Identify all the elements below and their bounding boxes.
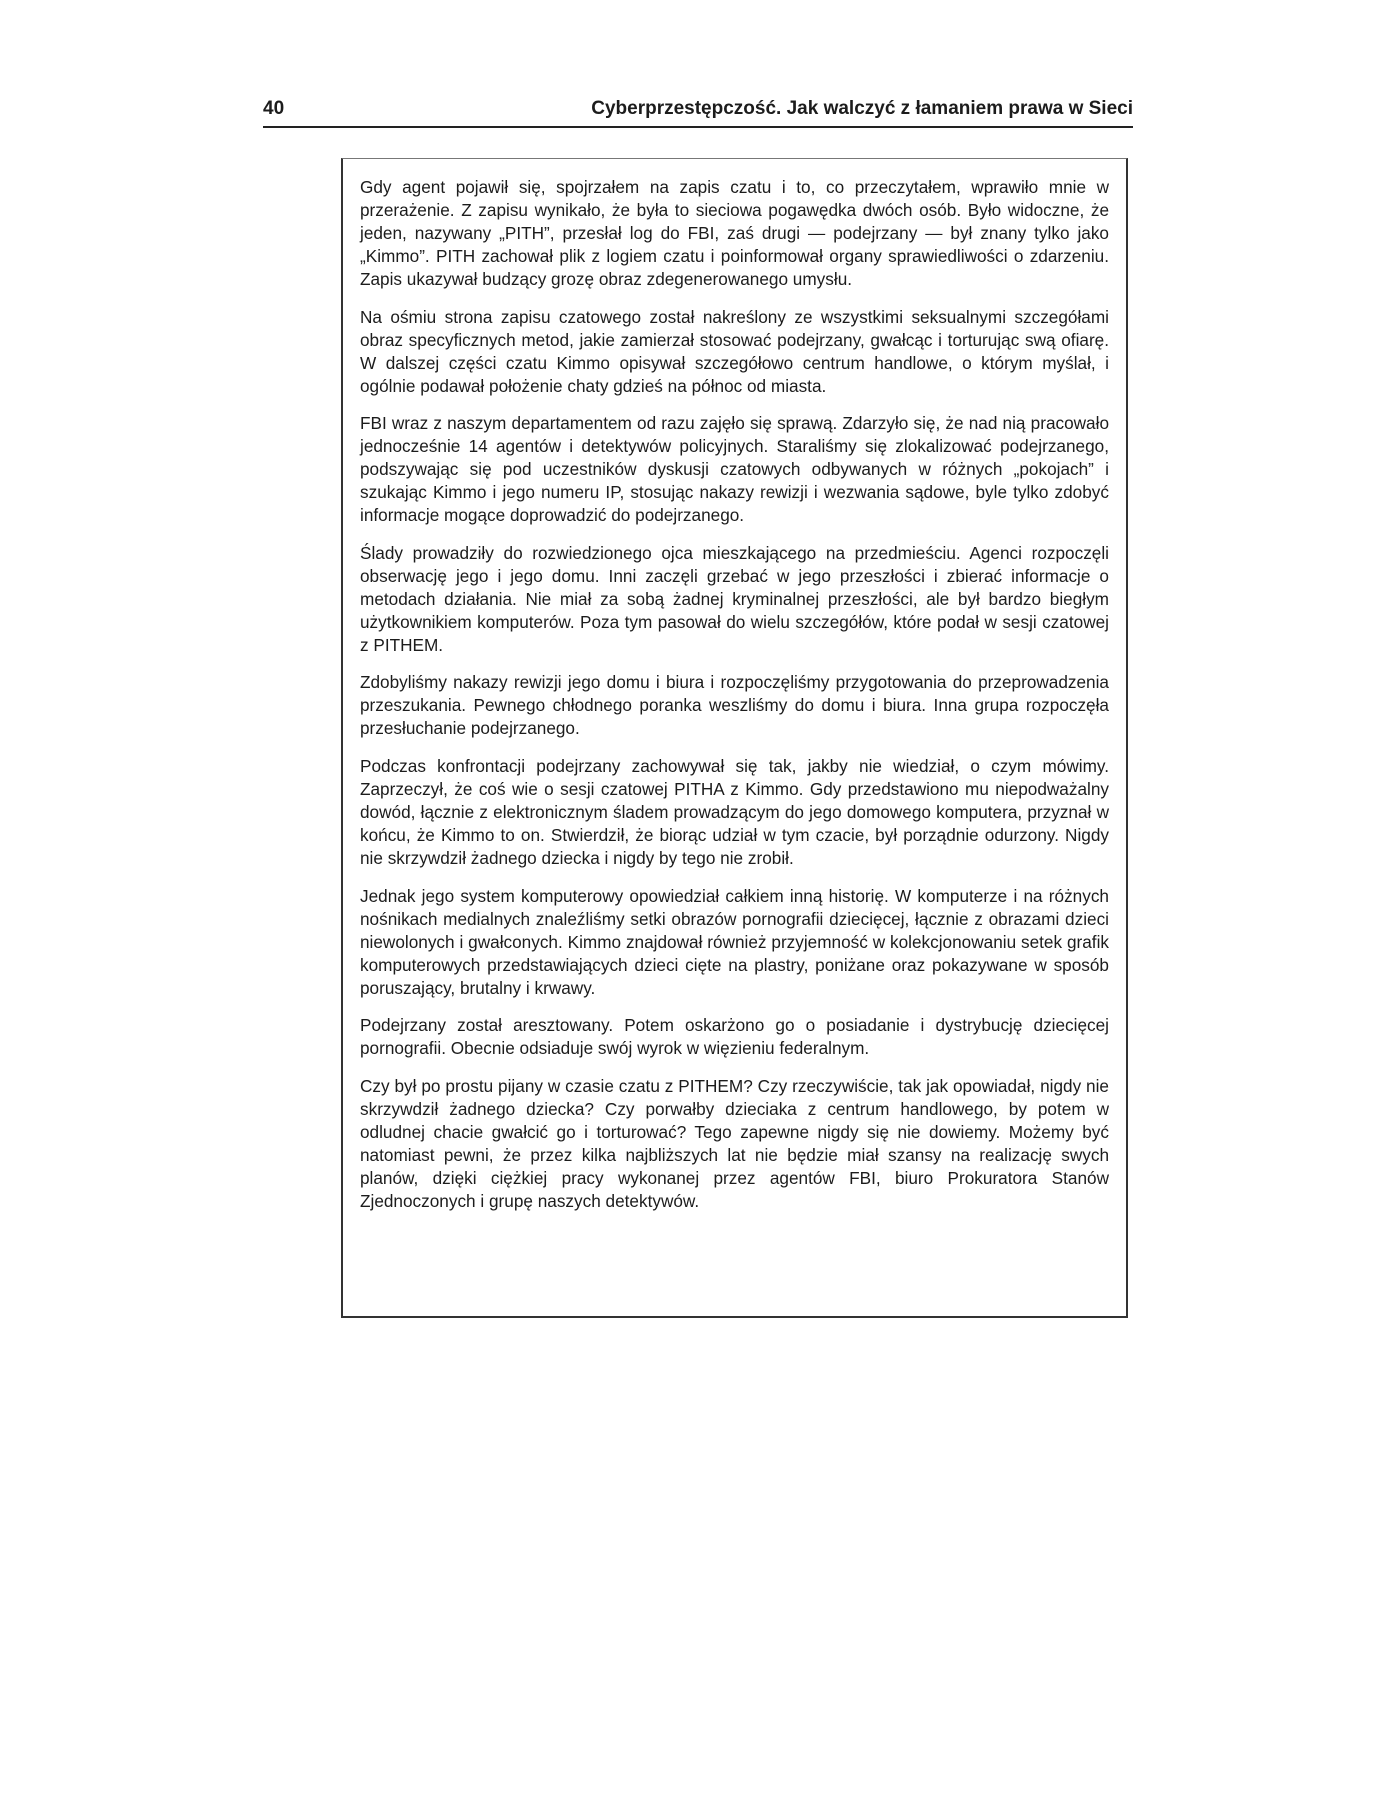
sidebar-paragraph: Zdobyliśmy nakazy rewizji jego domu i biura i rozpoczęliśmy przygotowania do przeprowadzenia przeszukania. Pewnego chłodnego poranka weszliśmy do domu i biura. Inna grupa rozpoczęła przesłuchanie podejrzanego. bbox=[360, 672, 1109, 739]
sidebar-paragraph: Podejrzany został aresztowany. Potem oskarżono go o posiadanie i dystrybucję dziecięcej pornografii. Obecnie odsiaduje swój wyrok w więzieniu federalnym. bbox=[360, 1015, 1109, 1059]
sidebar-paragraph: Gdy agent pojawił się, spojrzałem na zapis czatu i to, co przeczytałem, wprawiło mnie w przerażenie. Z zapisu wynikało, że była to sieciowa pogawędka dwóch osób. Było widoczne, że jeden, nazywany „PITH”, przesłał log do FBI, zaś drugi — podejrzany — był znany tylko jako „Kimmo”. PITH zachował plik z logiem czatu i poinformował organy sprawiedliwości o zdarzeniu. Zapis ukazywał budzący grozę obraz zdegenerowanego umysłu. bbox=[360, 177, 1109, 289]
sidebar-paragraph: Podczas konfrontacji podejrzany zachowywał się tak, jakby nie wiedział, o czym mówimy. Zaprzeczył, że coś wie o sesji czatowej PITHA z Kimmo. Gdy przedstawiono mu niepodważalny dowód, łącznie z elektronicznym śladem prowadzącym do jego domowego komputera, przyznał w końcu, że Kimmo to on. Stwierdził, że biorąc udział w tym czacie, był porządnie odurzony. Nigdy nie skrzywdził żadnego dziecka i nigdy by tego nie zrobił. bbox=[360, 755, 1109, 868]
sidebar-paragraph: Jednak jego system komputerowy opowiedział całkiem inną historię. W komputerze i na różnych nośnikach medialnych znaleźliśmy setki obrazów pornografii dziecięcej, łącznie z obrazami dzieci niewolonych i gwałconych. Kimmo znajdował również przyjemność w kolekcjonowaniu setek grafik komputerowych przedstawiających dzieci cięte na plastry, poniżane oraz pokazywane w sposób poruszający, brutalny i krwawy. bbox=[360, 885, 1109, 998]
sidebar-paragraph: Na ośmiu strona zapisu czatowego został nakreślony ze wszystkimi seksualnymi szczegółami obraz specyficznych metod, jakie zamierzał stosować podejrzany, gwałcąc i torturując swą ofiarę. W dalszej części czatu Kimmo opisywał szczegółowo centrum handlowe, o którym myślał, i ogólnie podawał położenie chaty gdzieś na północ od miasta. bbox=[360, 306, 1109, 396]
sidebar-paragraph: Ślady prowadziły do rozwiedzionego ojca mieszkającego na przedmieściu. Agenci rozpoczęli obserwację jego i jego domu. Inni zaczęli grzebać w jego przeszłości i zbierać informacje o metodach działania. Nie miał za sobą żadnej kryminalnej przeszłości, ale był bardzo biegłym użytkownikiem komputerów. Poza tym pasował do wielu szczegółów, które podał w sesji czatowej z PITHEM. bbox=[360, 542, 1109, 655]
sidebar-box bbox=[341, 158, 1128, 1318]
sidebar-paragraph: FBI wraz z naszym departamentem od razu zajęło się sprawą. Zdarzyło się, że nad nią pracowało jednocześnie 14 agentów i detektywów policyjnych. Staraliśmy się zlokalizować podejrzanego, podszywając się pod uczestników dyskusji czatowych odbywanych w różnych „pokojach” i szukając Kimmo i jego numeru IP, stosując nakazy rewizji i wezwania sądowe, byle tylko zdobyć informacje mogące doprowadzić do podejrzanego. bbox=[360, 413, 1109, 526]
running-title: Cyberprzestępczość. Jak walczyć z łamaniem prawa w Sieci bbox=[591, 98, 1133, 119]
page-header bbox=[263, 98, 1133, 128]
page-number: 40 bbox=[263, 98, 285, 119]
sidebar-paragraph: Czy był po prostu pijany w czasie czatu z PITHEM? Czy rzeczywiście, tak jak opowiadał, nigdy nie skrzywdził żadnego dziecka? Czy porwałby dzieciaka z centrum handlowego, by potem w odludnej chacie gwałcić go i torturować? Tego zapewne nigdy się nie dowiemy. Możemy być natomiast pewni, że przez kilka najbliższych lat nie będzie miał szansy na realizację swych planów, dzięki ciężkiej pracy wykonanej przez agentów FBI, biuro Prokuratora Stanów Zjednoczonych i grupę naszych detektywów. bbox=[360, 1075, 1109, 1211]
